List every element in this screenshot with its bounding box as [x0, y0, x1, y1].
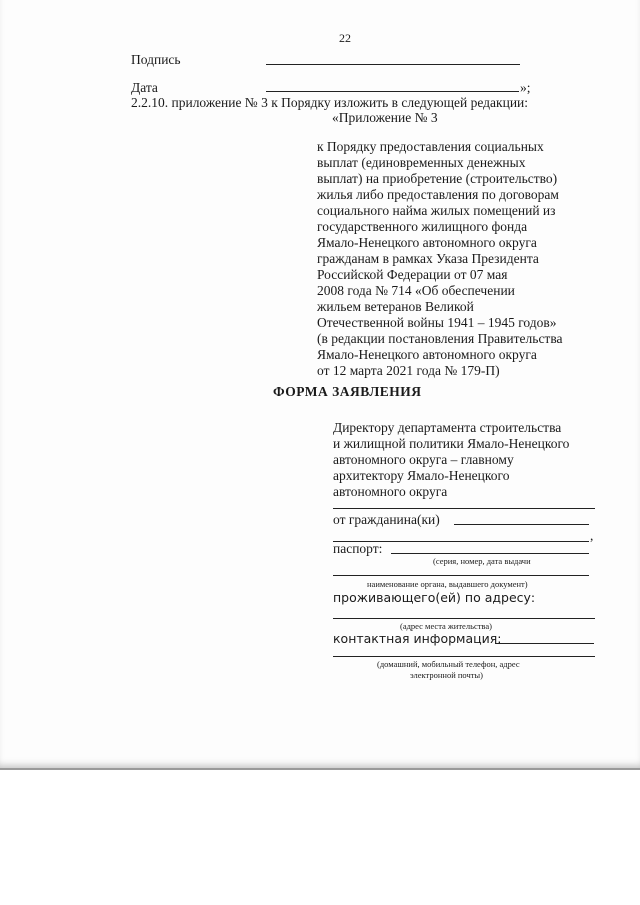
- signature-label: Подпись: [131, 52, 181, 67]
- issuer-field[interactable]: [333, 575, 589, 576]
- appendix-line: Российской Федерации от 07 мая: [317, 267, 508, 282]
- appendix-line: от 12 марта 2021 года № 179-П): [317, 363, 500, 378]
- issuer-hint: наименование органа, выдавшего документ): [367, 579, 528, 589]
- from-citizen-field[interactable]: [454, 524, 589, 525]
- appendix-line: выплат) на приобретение (строительство): [317, 171, 558, 186]
- contact-hint: (домашний, мобильный телефон, адрес: [377, 659, 520, 669]
- form-heading: ФОРМА ЗАЯВЛЕНИЯ: [273, 384, 422, 399]
- signature-line: [266, 64, 520, 65]
- addressee-line: Директору департамента строительства: [333, 420, 562, 435]
- residing-label: проживающего(ей) по адресу:: [333, 590, 536, 605]
- appendix-line: жилья либо предоставления по договорам: [317, 187, 559, 202]
- appendix-line: государственного жилищного фонда: [317, 219, 528, 234]
- date-label: Дата: [131, 80, 158, 95]
- contact-extra-field[interactable]: [333, 656, 595, 657]
- page-number: 22: [339, 31, 351, 45]
- appendix-line: Ямало-Ненецкого автономного округа: [317, 347, 537, 362]
- appendix-title: «Приложение № 3: [332, 110, 438, 125]
- appendix-line: (в редакции постановления Правительства: [317, 331, 563, 346]
- addressee-line: архитектору Ямало-Ненецкого: [333, 468, 510, 483]
- contact-field[interactable]: [495, 643, 594, 644]
- appendix-line: выплат (единовременных денежных: [317, 155, 526, 170]
- appendix-line: гражданам в рамках Указа Президента: [317, 251, 539, 266]
- appendix-line: 2008 года № 714 «Об обеспечении: [317, 283, 515, 298]
- address-hint: (адрес места жительства): [400, 621, 492, 631]
- appendix-line: к Порядку предоставления социальных: [317, 139, 544, 154]
- appendix-line: жильем ветеранов Великой: [317, 299, 474, 314]
- contact-hint: электронной почты): [410, 670, 483, 680]
- appendix-line: Ямало-Ненецкого автономного округа: [317, 235, 537, 250]
- addressee-line: автономного округа – главному: [333, 452, 514, 467]
- blank-line[interactable]: [333, 508, 595, 509]
- passport-hint: (серия, номер, дата выдачи: [433, 556, 531, 566]
- date-line: [266, 91, 519, 92]
- addressee-line: и жилищной политики Ямало-Ненецкого: [333, 436, 570, 451]
- comma: ,: [590, 528, 594, 543]
- date-suffix: »;: [520, 80, 531, 95]
- passport-field[interactable]: [391, 553, 589, 554]
- addressee-line: автономного округа: [333, 484, 448, 499]
- address-field[interactable]: [333, 618, 595, 619]
- appendix-line: социального найма жилых помещений из: [317, 203, 556, 218]
- appendix-line: Отечественной войны 1941 – 1945 годов»: [317, 315, 557, 330]
- from-citizen-label: от гражданина(ки): [333, 512, 440, 527]
- contact-label: контактная информация:: [333, 631, 502, 646]
- amendment-line: 2.2.10. приложение № 3 к Порядку изложить в следующей редакции:: [131, 95, 529, 110]
- passport-label: паспорт:: [333, 541, 383, 556]
